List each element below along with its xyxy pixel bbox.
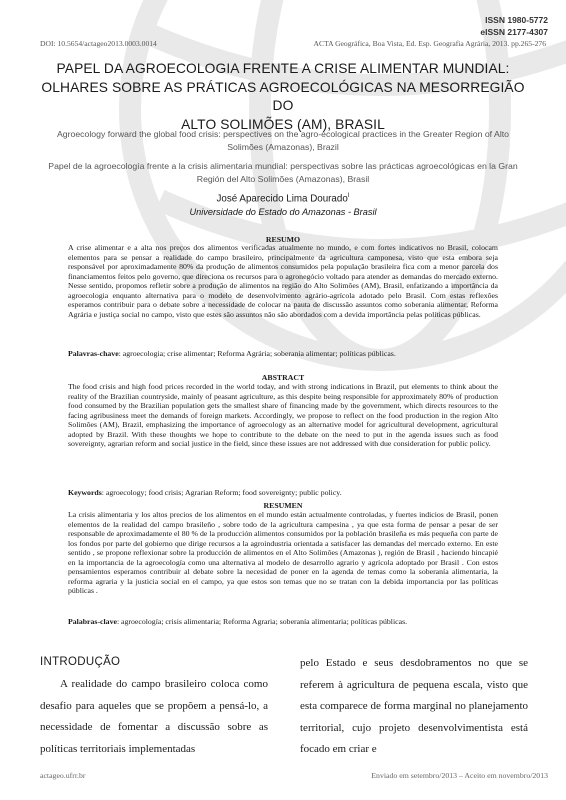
spanish-title: Papel de la agroecología frente a la crisis alimentaria mundial: perspectivas sobre las prácticas agroecológicas en la Gran Región del Alto Solimões (Amazonas), Brasil [48, 161, 518, 184]
abstract-keywords [68, 488, 498, 498]
resumen-keywords-label: Palabras-clave [68, 617, 117, 626]
author-name: José Aparecido Lima Dourado [216, 193, 348, 205]
footer-dates: Enviado em setembro/2013 – Aceito em novembro/2013 [371, 771, 548, 780]
resumo-heading: RESUMO [265, 235, 301, 244]
english-title: Agroecology forward the global food crisis: perspectives on the agro-ecological practices in the Greater Region of Alto Solimões (Amazonas), Brazil [57, 129, 509, 152]
doi: DOI: 10.5654/actageo2013.0003.0014 [40, 39, 157, 48]
resumen-keywords-list: : agroecología; crisis alimentaria; Reforma Agraria; soberanía alimentaria; políticas públicas. [116, 617, 408, 626]
resumen-keywords [68, 617, 498, 627]
body-column-right: pelo Estado e seus desdobramentos no que se referem à agricultura de pequena escala, visto que esta comparece de forma marginal no planejamento territorial, cujo projeto desenvolvimentista está focado em criar e [300, 657, 528, 755]
author-mark: I [347, 193, 350, 199]
affiliation: Universidade do Estado do Amazonas - Brasil [189, 207, 377, 217]
abstract-text: The food crisis and high food prices recorded in the world today, and with strong indications in Brazil, put elements to think about the reality of the Brazilian countryside, mainly of peasant agriculture, as this despite being responsible for approximately 80% of production food consumed by the Brazilian population gets the smallest share of financing made by the government, which directs resources to the facing agribusiness meet the demands of foreign markets. Accordingly, we propose to reflect on the food production in the region Alto Solimões (AM), Brazil, emphasizing the importance of agroecology as an alternative model for agricultural development, agricultural adopted by Brazil. With these thoughts we hope to contribute to the debate on the need to put in the agenda issues such as food sovereignty, agrarian reform and social justice in the field, since these issues are not addressed with due consideration for public policy. [68, 382, 498, 449]
resumo-text: A crise alimentar e a alta nos preços dos alimentos verificadas atualmente no mundo, e com fortes indicativos no Brasil, colocam elementos para se pensar a realidade do campo brasileiro, principalmente da agricultura camponesa, visto que esta embora seja responsável por aproximadamente 80% da produção de alimentos consumidos pela população brasileira fica com a menor parcela dos financiamentos feitos pelo governo, que direciona os recursos para o agronegócio voltado para atender as demandas do mercado externo. Nesse sentido, propomos refletir sobre a produção de alimentos na região do Alto Solimões (AM), Brasil, enfatizando a importância da agroecologia enquanto alternativa para o modelo de desenvolvimento agrário-agrícola adotado pelo Brasil. Com estas reflexões esperamos contribuir para o debate sobre a necessidade de colocar na pauta de discussão assuntos como soberania alimentar, Reforma Agrária e justiça social no campo, visto que estes são assuntos não são abordados com a devida importância pelas políticas públicas. [68, 243, 498, 319]
journal-citation: ACTA Geográfica, Boa Vista, Ed. Esp. Geografia Agrária, 2013. pp.265-276 [313, 39, 546, 48]
title-line-2: OLHARES SOBRE AS PRÁTICAS AGROECOLÓGICAS NA MESORREGIÃO DO [41, 79, 525, 113]
resumen-text: La crisis alimentaria y los altos precios de los alimentos en el mundo están actualmente controladas, y fuertes indicios de Brasil, ponen elementos de la realidad del campo brasileño , sobre todo de la agricultura campesina , ya que esta forma de pensar a pesar de ser responsable de aproximadamente el 80 % de la producción alimentos consumidos por la población brasileña es más pequeña con parte de los fondos por parte del gobierno que dirige recursos a la agroindustria orientada a satisfacer las demandas del mercado externo. En este sentido , se propone reflexionar sobre la producción de alimentos en el Alto Solimões (Amazonas ), región de Brasil , haciendo hincapié en la importancia de la agroecología como una alternativa al modelo de desarrollo agrario y agrícola adoptado por Brasil . Con estos pensamientos esperamos contribuir al debate sobre la necesidad de poner en la agenda de temas como la soberanía alimentaria, la reforma agraria y la justicia social en el campo, ya que estos son temas que no se tratan con la debida importancia por las políticas públicas . [68, 510, 498, 596]
introduction-heading: INTRODUÇÃO [40, 656, 121, 668]
resumo-keywords [68, 349, 498, 359]
abstract-keywords-list: : agroecology; food crisis; Agrarian Reform; food sovereignty; public policy. [101, 488, 342, 497]
issn: ISSN 1980-5772 [485, 15, 548, 25]
resumo-keywords-list: : agroecologia; crise alimentar; Reforma Agrária; soberania alimentar; políticas públicas. [118, 349, 396, 358]
title-line-3: ALTO SOLIMÕES (AM), BRASIL [181, 116, 385, 132]
author [40, 193, 526, 204]
abstract-keywords-label: Keywords [68, 488, 102, 497]
resumen-heading: RESUMEN [263, 501, 303, 510]
title-line-1: PAPEL DA AGROECOLOGIA FRENTE A CRISE ALIMENTAR MUNDIAL: [56, 61, 510, 76]
footer-website: actageo.ufrr.br [40, 771, 86, 780]
abstract-heading: ABSTRACT [261, 373, 305, 382]
resumo-keywords-label: Palavras-chave [68, 349, 119, 358]
body-column-left: A realidade do campo brasileiro coloca como desafio para aqueles que se propõem a pensá-lo, a necessidade de fomentar a discussão sobre as políticas territoriais implementadas [40, 678, 268, 755]
paper-title [30, 60, 536, 134]
eissn: eISSN 2177-4307 [480, 27, 548, 37]
